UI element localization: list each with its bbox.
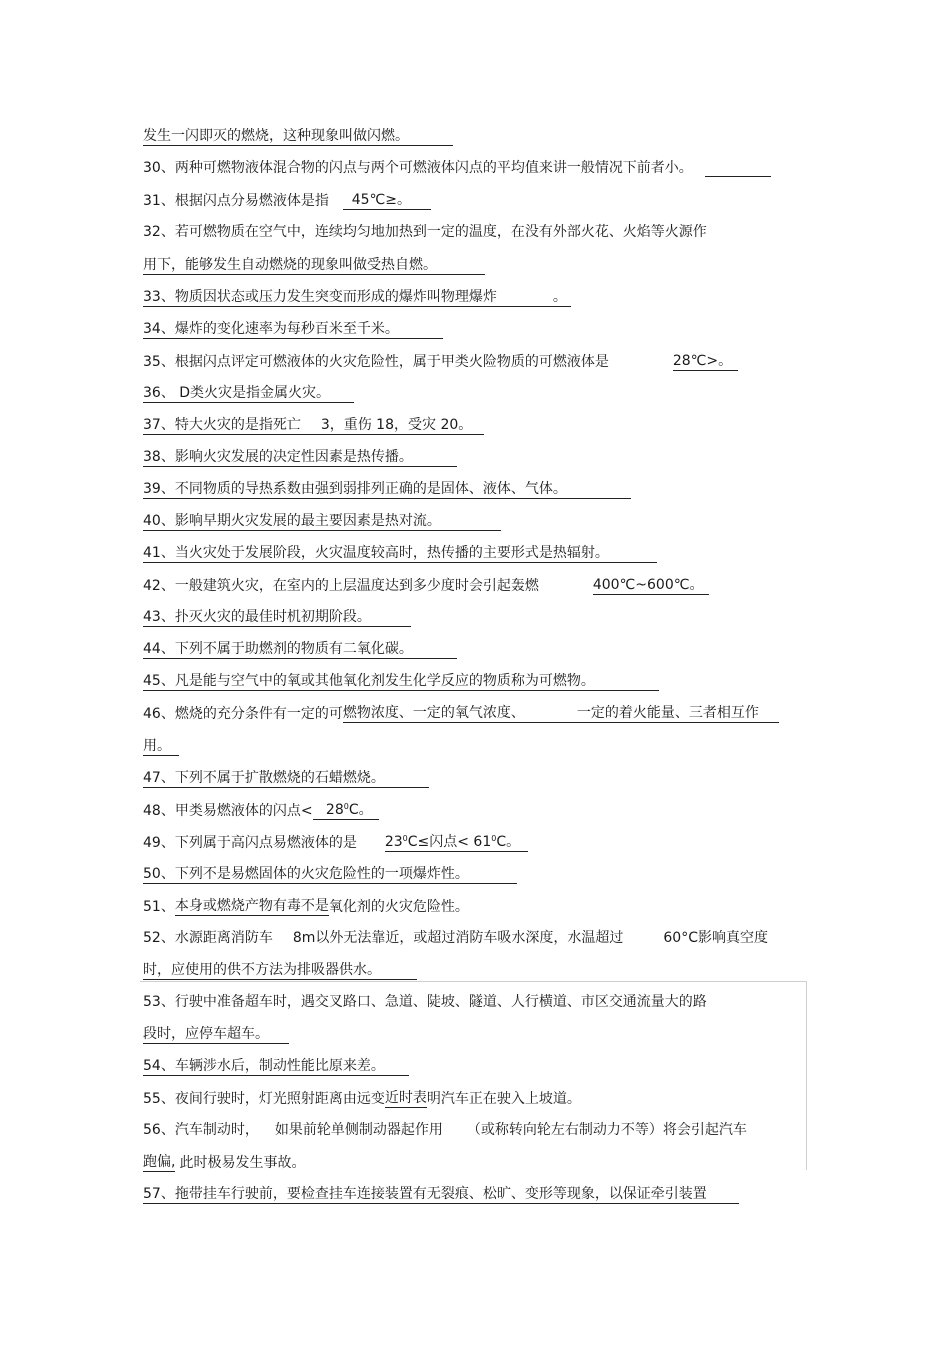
line-52a: 52、水源距离消防车 8m以外无法靠近，或超过消防车吸水深度，水温超过 60°C影响真空度 (143, 930, 768, 946)
frame-right (806, 981, 807, 1170)
line-37 (143, 416, 484, 435)
answer-45: 45、凡是能与空气中的氧或其他氧化剂发生化学反应的物质称为可燃物。 (143, 672, 659, 691)
line-33 (143, 288, 571, 307)
line-32b (143, 256, 485, 275)
line-56b: 跑偏, 此时极易发生事故。 (143, 1154, 306, 1171)
line-53a: 53、行驶中准备超车时，遇交叉路口、急道、陡坡、隧道、人行横道、市区交通流量大的路 (143, 994, 707, 1010)
line-30: 30、两种可燃物液体混合物的闪点与两个可燃液体闪点的平均值来讲一般情况下前者小。 (143, 159, 771, 177)
line-40 (143, 512, 501, 531)
answer-35: 28℃>。 (673, 352, 738, 371)
answer-47: 47、下列不属于扩散燃烧的石蜡燃烧。 (143, 769, 429, 788)
frame-top (140, 981, 807, 982)
line-53b (143, 1025, 289, 1044)
answer-44: 44、下列不属于助燃剂的物质有二氧化碳。 (143, 640, 457, 659)
line-49: 49、下列属于高闪点易燃液体的是 $23^0C\le$闪点< $61^0C$。 (143, 833, 528, 852)
answer-57: 57、拖带挂车行驶前，要检查挂车连接装置有无裂痕、松旷、变形等现象，以保证牵引装置 (143, 1185, 739, 1204)
answer-37: 37、特大火灾的是指死亡 3，重伤 18，受灾 20。 (143, 416, 484, 435)
answer-54: 54、车辆涉水后，制动性能比原来差。 (143, 1057, 409, 1076)
line-36 (143, 384, 354, 403)
line-44 (143, 640, 457, 659)
answer-55: 近时表 (384, 1090, 427, 1106)
answer-48: $28^0C$。 (313, 801, 379, 820)
line-55: 55、夜间行驶时，灯光照射距离由远变近时表明汽车正在驶入上坡道。 (143, 1090, 581, 1107)
line-41 (143, 544, 657, 563)
answer-38: 38、影响火灾发展的决定性因素是热传播。 (143, 448, 457, 467)
line-54 (143, 1057, 409, 1076)
answer-29: 发生一闪即灭的燃烧，这种现象叫做闪燃。 (143, 127, 453, 146)
answer-36: 36、 D类火灾是指金属火灾。 (143, 384, 354, 403)
answer-52: 时，应使用的供不方法为排吸器供水。 (143, 961, 417, 980)
answer-49: $23^0C\le$闪点< $61^0C$。 (385, 833, 528, 852)
line-38 (143, 448, 457, 467)
line-43 (143, 608, 411, 627)
line-47 (143, 769, 429, 788)
line-42: 42、一般建筑火灾，在室内的上层温度达到多少度时会引起轰燃 400℃~600℃。 (143, 576, 709, 595)
line-46a: 46、燃烧的充分条件有一定的可燃物浓度、一定的氧气浓度、 一定的着火能量、三者相互作 (143, 704, 779, 723)
answer-39: 39、不同物质的导热系数由强到弱排列正确的是固体、液体、气体。 (143, 480, 631, 499)
line-56a: 56、汽车制动时， 如果前轮单侧制动器起作用 （或称转向轮左右制动力不等）将会引起汽车 (143, 1122, 747, 1138)
line-39 (143, 480, 631, 499)
answer-32: 用下，能够发生自动燃烧的现象叫做受热自燃。 (143, 256, 485, 275)
answer-46: 燃物浓度、一定的氧气浓度、 一定的着火能量、三者相互作 (343, 704, 779, 723)
line-51: 51、本身或燃烧产物有毒不是氧化剂的火灾危险性。 (143, 898, 469, 915)
line-57 (143, 1185, 739, 1204)
answer-33: 33、物质因状态或压力发生突变而形成的爆炸叫物理爆炸 。 (143, 288, 571, 307)
line-48: 48、甲类易燃液体的闪点< $28^0C$。 (143, 801, 379, 820)
answer-41: 41、当火灾处于发展阶段，火灾温度较高时，热传播的主要形式是热辐射。 (143, 544, 657, 563)
answer-34: 34、爆炸的变化速率为每秒百米至千米。 (143, 320, 443, 339)
answer-50: 50、下列不是易燃固体的火灾危险性的一项爆炸性。 (143, 865, 517, 884)
line-46b (143, 737, 179, 756)
answer-56: 跑偏, (143, 1154, 176, 1170)
answer-51: 本身或燃烧产物有毒不是 (174, 898, 329, 914)
line-45 (143, 672, 659, 691)
answer-53: 段时，应停车超车。 (143, 1025, 289, 1044)
line-29 (143, 127, 453, 146)
line-34 (143, 320, 443, 339)
answer-42: 400℃~600℃。 (593, 576, 710, 595)
line-35: 35、根据闪点评定可燃液体的火灾危险性，属于甲类火险物质的可燃液体是 28℃>。 (143, 352, 738, 371)
line-31: 31、根据闪点分易燃液体是指 45℃≥。 (143, 191, 431, 210)
answer-40: 40、影响早期火灾发展的最主要因素是热对流。 (143, 512, 501, 531)
line-50 (143, 865, 517, 884)
answer-43: 43、扑灭火灾的最佳时机初期阶段。 (143, 608, 411, 627)
answer-46-cont: 用。 (143, 737, 179, 756)
answer-31: 45℃≥。 (343, 191, 431, 210)
line-52b (143, 961, 417, 980)
line-32a: 32、若可燃物质在空气中，连续均匀地加热到一定的温度，在没有外部火花、火焰等火源作 (143, 224, 707, 240)
